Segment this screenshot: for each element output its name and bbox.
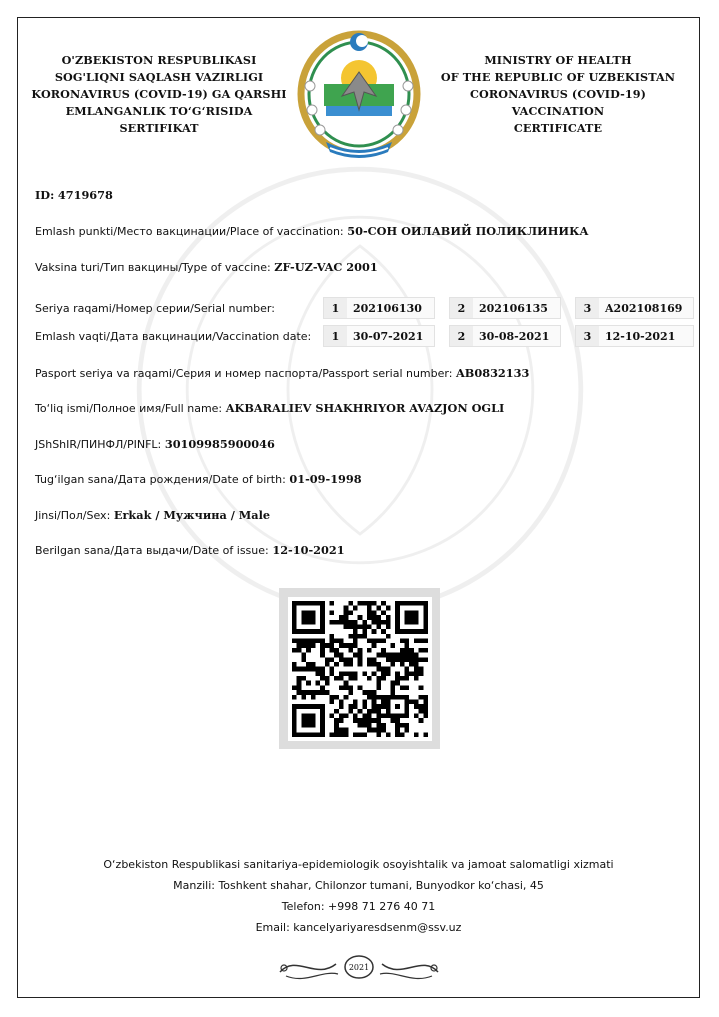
dob-row bbox=[35, 472, 362, 486]
sex-value: Erkak / Мужчина / Male bbox=[113, 508, 271, 522]
passport-row bbox=[35, 366, 529, 380]
full-name-row bbox=[35, 401, 504, 415]
pinfl-label: JShShIR/ПИНФЛ/PINFL: bbox=[35, 438, 162, 451]
qr-code-icon bbox=[292, 601, 428, 737]
pinfl-row bbox=[35, 437, 275, 451]
header-line: O'ZBEKISTON RESPUBLIKASI bbox=[61, 53, 257, 67]
dose-date: 30-07-2021 bbox=[347, 326, 434, 346]
id-value: 4719678 bbox=[57, 188, 113, 202]
header-line: MINISTRY OF HEALTH bbox=[484, 53, 632, 67]
header-line: CERTIFICATE bbox=[513, 121, 603, 135]
issue-date-row bbox=[35, 543, 345, 557]
header-line: VACCINATION bbox=[511, 104, 605, 118]
place-value: 50-СОН ОИЛАВИЙ ПОЛИКЛИНИКА bbox=[347, 224, 589, 238]
pinfl-value: 30109985900046 bbox=[164, 437, 275, 451]
id-label: ID: bbox=[35, 188, 55, 202]
ornament-year: 2021 bbox=[348, 963, 370, 972]
dose-serial-cell bbox=[323, 297, 435, 319]
vaccination-date-label: Emlash vaqti/Дата вакцинации/Vaccination date: bbox=[35, 330, 312, 343]
dose-number: 3 bbox=[576, 298, 599, 318]
header-line: SERTIFIKAT bbox=[119, 121, 199, 135]
dob-label: Tug‘ilgan sana/Дата рождения/Date of birth: bbox=[35, 473, 286, 486]
dose-date: 12-10-2021 bbox=[599, 326, 693, 346]
footer-email: Email: kancelyariyaresdsenm@ssv.uz bbox=[255, 921, 462, 934]
vaccine-row bbox=[35, 260, 378, 274]
footer-organization: O‘zbekiston Respublikasi sanitariya-epidemiologik osoyishtalik va jamoat salomatligi xizmati bbox=[103, 858, 614, 871]
full-name-value: AKBARALIEV SHAKHRIYOR AVAZJON OGLI bbox=[225, 401, 505, 415]
year-ornament bbox=[276, 950, 442, 984]
dose-serial-cell bbox=[575, 297, 694, 319]
serial-number-label: Seriya raqami/Номер серии/Serial number: bbox=[35, 302, 275, 315]
full-name-label: To‘liq ismi/Полное имя/Full name: bbox=[35, 402, 223, 415]
header-line: EMLANGANLIK TO‘G‘RISIDA bbox=[65, 104, 253, 118]
place-label: Emlash punkti/Место вакцинации/Place of vaccination: bbox=[35, 225, 344, 238]
footer-phone: Telefon: +998 71 276 40 71 bbox=[281, 900, 436, 913]
dose-number: 3 bbox=[576, 326, 599, 346]
header-line: OF THE REPUBLIC OF UZBEKISTAN bbox=[440, 70, 676, 84]
passport-value: AB0832133 bbox=[456, 366, 530, 380]
qr-code bbox=[279, 588, 440, 749]
vaccine-label: Vaksina turi/Тип вакцины/Type of vaccine: bbox=[35, 261, 271, 274]
vaccine-value: ZF-UZ-VAC 2001 bbox=[274, 260, 378, 274]
place-row bbox=[35, 224, 589, 238]
dose-serial: 202106130 bbox=[347, 298, 434, 318]
passport-label: Pasport seriya va raqami/Серия и номер паспорта/Passport serial number: bbox=[35, 367, 453, 380]
sex-label: Jinsi/Пол/Sex: bbox=[35, 509, 111, 522]
dose-date-cell bbox=[323, 325, 435, 347]
id-row bbox=[35, 188, 113, 202]
dose-serial: 202106135 bbox=[473, 298, 560, 318]
dose-number: 1 bbox=[324, 298, 347, 318]
dose-serial: A202108169 bbox=[599, 298, 693, 318]
issue-date-label: Berilgan sana/Дата выдачи/Date of issue: bbox=[35, 544, 269, 557]
footer-address: Manzili: Toshkent shahar, Chilonzor tumani, Bunyodkor ko‘chasi, 45 bbox=[173, 879, 544, 892]
dob-value: 01-09-1998 bbox=[289, 472, 362, 486]
sex-row bbox=[35, 508, 270, 522]
header-english bbox=[428, 52, 688, 137]
dose-date: 30-08-2021 bbox=[473, 326, 560, 346]
dose-number: 1 bbox=[324, 326, 347, 346]
dose-number: 2 bbox=[450, 326, 473, 346]
dose-number: 2 bbox=[450, 298, 473, 318]
dose-date-cell bbox=[575, 325, 694, 347]
state-emblem-icon bbox=[296, 26, 422, 158]
emblem-watermark bbox=[120, 150, 600, 630]
header-line: CORONAVIRUS (COVID-19) bbox=[470, 87, 646, 101]
header-line: SOG'LIQNI SAQLASH VAZIRLIGI bbox=[54, 70, 264, 84]
header-uzbek bbox=[29, 52, 289, 137]
dose-date-cell bbox=[449, 325, 561, 347]
issue-date-value: 12-10-2021 bbox=[272, 543, 345, 557]
header-line: KORONAVIRUS (COVID-19) GA QARSHI bbox=[31, 87, 287, 101]
dose-serial-cell bbox=[449, 297, 561, 319]
